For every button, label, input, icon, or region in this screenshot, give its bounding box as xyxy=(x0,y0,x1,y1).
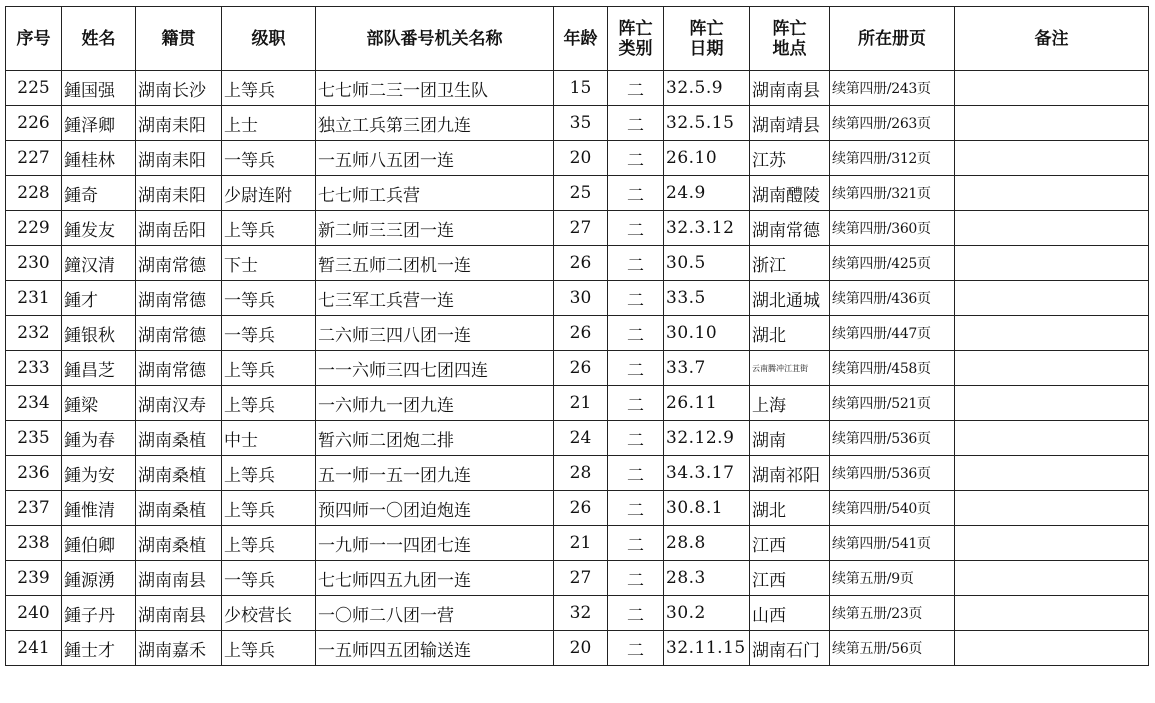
cell-place: 湖北 xyxy=(750,491,830,526)
cell-register-page: 续第四册/263页 xyxy=(830,106,955,141)
table-row xyxy=(6,211,1149,246)
cell-place: 湖北 xyxy=(750,316,830,351)
cell-remarks xyxy=(955,526,1149,561)
cell-place: 湖南 xyxy=(750,421,830,456)
cell-place: 湖南靖县 xyxy=(750,106,830,141)
cell-date: 33.5 xyxy=(664,281,750,316)
cell-name: 鍾为春 xyxy=(62,421,136,456)
cell-age: 21 xyxy=(554,526,608,561)
cell-place: 湖南南县 xyxy=(750,71,830,106)
cell-date: 32.5.9 xyxy=(664,71,750,106)
cell-rank: 一等兵 xyxy=(222,316,316,351)
cell-age: 26 xyxy=(554,246,608,281)
cell-category: 二 xyxy=(608,316,664,351)
cell-unit: 一一六师三四七团四连 xyxy=(316,351,554,386)
cell-name: 鍾国强 xyxy=(62,71,136,106)
cell-unit: 预四师一〇团迫炮连 xyxy=(316,491,554,526)
cell-category: 二 xyxy=(608,351,664,386)
cell-rank: 上等兵 xyxy=(222,386,316,421)
cell-date: 32.11.15 xyxy=(664,631,750,666)
cell-date: 24.9 xyxy=(664,176,750,211)
cell-rank: 上士 xyxy=(222,106,316,141)
cell-unit: 二六师三四八团一连 xyxy=(316,316,554,351)
cell-remarks xyxy=(955,596,1149,631)
cell-index: 234 xyxy=(6,386,62,421)
cell-unit: 新二师三三团一连 xyxy=(316,211,554,246)
cell-age: 32 xyxy=(554,596,608,631)
cell-hometown: 湖南桑植 xyxy=(136,421,222,456)
cell-category: 二 xyxy=(608,211,664,246)
cell-place: 云南腾冲江苴街 xyxy=(750,351,830,386)
cell-place: 江西 xyxy=(750,526,830,561)
table-row xyxy=(6,141,1149,176)
cell-date: 32.5.15 xyxy=(664,106,750,141)
cell-index: 232 xyxy=(6,316,62,351)
table-row xyxy=(6,351,1149,386)
table-body xyxy=(6,71,1149,666)
cell-rank: 中士 xyxy=(222,421,316,456)
casualty-roster-table xyxy=(5,6,1149,666)
cell-unit: 七三军工兵营一连 xyxy=(316,281,554,316)
cell-index: 239 xyxy=(6,561,62,596)
cell-index: 238 xyxy=(6,526,62,561)
cell-index: 241 xyxy=(6,631,62,666)
table-row xyxy=(6,386,1149,421)
cell-date: 30.2 xyxy=(664,596,750,631)
cell-index: 233 xyxy=(6,351,62,386)
cell-age: 26 xyxy=(554,316,608,351)
column-header-index: 序号 xyxy=(6,7,62,71)
column-header-date: 阵亡 日期 xyxy=(664,7,750,71)
cell-rank: 一等兵 xyxy=(222,281,316,316)
cell-place: 浙江 xyxy=(750,246,830,281)
cell-remarks xyxy=(955,246,1149,281)
cell-unit: 一九师一一四团七连 xyxy=(316,526,554,561)
cell-category: 二 xyxy=(608,491,664,526)
cell-rank: 一等兵 xyxy=(222,141,316,176)
cell-unit: 七七师四五九团一连 xyxy=(316,561,554,596)
cell-name: 鍾发友 xyxy=(62,211,136,246)
cell-rank: 上等兵 xyxy=(222,526,316,561)
column-header-age: 年龄 xyxy=(554,7,608,71)
cell-register-page: 续第四册/321页 xyxy=(830,176,955,211)
cell-index: 225 xyxy=(6,71,62,106)
cell-hometown: 湖南耒阳 xyxy=(136,176,222,211)
cell-register-page: 续第四册/541页 xyxy=(830,526,955,561)
column-header-name: 姓名 xyxy=(62,7,136,71)
table-header xyxy=(6,7,1149,71)
cell-register-page: 续第四册/540页 xyxy=(830,491,955,526)
cell-unit: 一五师四五团输送连 xyxy=(316,631,554,666)
cell-category: 二 xyxy=(608,176,664,211)
cell-date: 26.10 xyxy=(664,141,750,176)
cell-date: 26.11 xyxy=(664,386,750,421)
cell-remarks xyxy=(955,71,1149,106)
cell-category: 二 xyxy=(608,106,664,141)
column-header-register-page: 所在册页 xyxy=(830,7,955,71)
cell-place: 山西 xyxy=(750,596,830,631)
column-header-place: 阵亡 地点 xyxy=(750,7,830,71)
cell-date: 30.8.1 xyxy=(664,491,750,526)
cell-register-page: 续第四册/425页 xyxy=(830,246,955,281)
cell-name: 鍾为安 xyxy=(62,456,136,491)
table-row xyxy=(6,71,1149,106)
cell-rank: 上等兵 xyxy=(222,491,316,526)
cell-name: 鍾梁 xyxy=(62,386,136,421)
cell-name: 鍾昌芝 xyxy=(62,351,136,386)
cell-register-page: 续第四册/243页 xyxy=(830,71,955,106)
cell-date: 32.3.12 xyxy=(664,211,750,246)
cell-index: 240 xyxy=(6,596,62,631)
column-header-remarks: 备注 xyxy=(955,7,1149,71)
cell-place: 湖南醴陵 xyxy=(750,176,830,211)
cell-remarks xyxy=(955,316,1149,351)
cell-date: 28.3 xyxy=(664,561,750,596)
cell-remarks xyxy=(955,456,1149,491)
cell-register-page: 续第四册/436页 xyxy=(830,281,955,316)
cell-age: 27 xyxy=(554,561,608,596)
cell-name: 鍾源湧 xyxy=(62,561,136,596)
cell-name: 鍾惟清 xyxy=(62,491,136,526)
cell-rank: 一等兵 xyxy=(222,561,316,596)
cell-category: 二 xyxy=(608,246,664,281)
cell-register-page: 续第四册/536页 xyxy=(830,421,955,456)
cell-register-page: 续第五册/9页 xyxy=(830,561,955,596)
cell-age: 21 xyxy=(554,386,608,421)
cell-category: 二 xyxy=(608,526,664,561)
table-row xyxy=(6,596,1149,631)
cell-index: 231 xyxy=(6,281,62,316)
cell-category: 二 xyxy=(608,281,664,316)
cell-rank: 上等兵 xyxy=(222,71,316,106)
table-row xyxy=(6,631,1149,666)
cell-unit: 五一师一五一团九连 xyxy=(316,456,554,491)
cell-rank: 上等兵 xyxy=(222,211,316,246)
table-row xyxy=(6,491,1149,526)
cell-unit: 一五师八五团一连 xyxy=(316,141,554,176)
cell-place: 湖南祁阳 xyxy=(750,456,830,491)
cell-unit: 一六师九一团九连 xyxy=(316,386,554,421)
cell-register-page: 续第四册/458页 xyxy=(830,351,955,386)
cell-name: 鍾才 xyxy=(62,281,136,316)
cell-remarks xyxy=(955,386,1149,421)
cell-age: 26 xyxy=(554,351,608,386)
cell-place: 上海 xyxy=(750,386,830,421)
cell-category: 二 xyxy=(608,631,664,666)
cell-hometown: 湖南长沙 xyxy=(136,71,222,106)
cell-date: 28.8 xyxy=(664,526,750,561)
cell-category: 二 xyxy=(608,386,664,421)
cell-index: 229 xyxy=(6,211,62,246)
table-row xyxy=(6,421,1149,456)
cell-place: 湖北通城 xyxy=(750,281,830,316)
column-header-rank: 级职 xyxy=(222,7,316,71)
cell-hometown: 湖南桑植 xyxy=(136,456,222,491)
table-row xyxy=(6,106,1149,141)
cell-index: 236 xyxy=(6,456,62,491)
cell-age: 26 xyxy=(554,491,608,526)
cell-category: 二 xyxy=(608,561,664,596)
cell-category: 二 xyxy=(608,421,664,456)
cell-name: 鍾桂林 xyxy=(62,141,136,176)
cell-rank: 上等兵 xyxy=(222,631,316,666)
header-row xyxy=(6,7,1149,71)
table-row xyxy=(6,526,1149,561)
column-header-hometown: 籍贯 xyxy=(136,7,222,71)
cell-name: 鐘汉清 xyxy=(62,246,136,281)
cell-register-page: 续第四册/521页 xyxy=(830,386,955,421)
cell-remarks xyxy=(955,211,1149,246)
cell-remarks xyxy=(955,631,1149,666)
cell-rank: 少尉连附 xyxy=(222,176,316,211)
cell-index: 228 xyxy=(6,176,62,211)
cell-register-page: 续第四册/536页 xyxy=(830,456,955,491)
table-row xyxy=(6,456,1149,491)
column-header-category: 阵亡 类别 xyxy=(608,7,664,71)
cell-date: 32.12.9 xyxy=(664,421,750,456)
cell-hometown: 湖南汉寿 xyxy=(136,386,222,421)
cell-remarks xyxy=(955,561,1149,596)
cell-age: 28 xyxy=(554,456,608,491)
cell-place: 湖南常德 xyxy=(750,211,830,246)
cell-hometown: 湖南嘉禾 xyxy=(136,631,222,666)
cell-date: 30.10 xyxy=(664,316,750,351)
cell-remarks xyxy=(955,106,1149,141)
cell-hometown: 湖南常德 xyxy=(136,281,222,316)
cell-register-page: 续第四册/312页 xyxy=(830,141,955,176)
cell-date: 33.7 xyxy=(664,351,750,386)
cell-age: 20 xyxy=(554,141,608,176)
cell-rank: 上等兵 xyxy=(222,351,316,386)
cell-register-page: 续第五册/23页 xyxy=(830,596,955,631)
cell-unit: 暂六师二团炮二排 xyxy=(316,421,554,456)
table-row xyxy=(6,176,1149,211)
cell-age: 20 xyxy=(554,631,608,666)
cell-remarks xyxy=(955,421,1149,456)
table-row xyxy=(6,561,1149,596)
cell-remarks xyxy=(955,176,1149,211)
cell-age: 15 xyxy=(554,71,608,106)
cell-place: 江西 xyxy=(750,561,830,596)
cell-rank: 少校营长 xyxy=(222,596,316,631)
cell-register-page: 续第五册/56页 xyxy=(830,631,955,666)
cell-place: 湖南石门 xyxy=(750,631,830,666)
table-row xyxy=(6,246,1149,281)
cell-rank: 上等兵 xyxy=(222,456,316,491)
cell-hometown: 湖南桑植 xyxy=(136,526,222,561)
cell-age: 35 xyxy=(554,106,608,141)
cell-name: 鍾子丹 xyxy=(62,596,136,631)
cell-date: 30.5 xyxy=(664,246,750,281)
cell-category: 二 xyxy=(608,141,664,176)
cell-hometown: 湖南耒阳 xyxy=(136,106,222,141)
cell-age: 25 xyxy=(554,176,608,211)
table-row xyxy=(6,281,1149,316)
cell-remarks xyxy=(955,351,1149,386)
column-header-unit: 部队番号机关名称 xyxy=(316,7,554,71)
cell-unit: 暂三五师二团机一连 xyxy=(316,246,554,281)
cell-rank: 下士 xyxy=(222,246,316,281)
cell-hometown: 湖南南县 xyxy=(136,561,222,596)
cell-remarks xyxy=(955,491,1149,526)
cell-register-page: 续第四册/360页 xyxy=(830,211,955,246)
cell-register-page: 续第四册/447页 xyxy=(830,316,955,351)
cell-remarks xyxy=(955,141,1149,176)
cell-unit: 七七师工兵营 xyxy=(316,176,554,211)
cell-hometown: 湖南常德 xyxy=(136,316,222,351)
cell-age: 27 xyxy=(554,211,608,246)
cell-name: 鍾银秋 xyxy=(62,316,136,351)
cell-index: 230 xyxy=(6,246,62,281)
cell-hometown: 湖南桑植 xyxy=(136,491,222,526)
table-row xyxy=(6,316,1149,351)
cell-index: 235 xyxy=(6,421,62,456)
cell-place: 江苏 xyxy=(750,141,830,176)
cell-category: 二 xyxy=(608,456,664,491)
cell-name: 鍾泽卿 xyxy=(62,106,136,141)
cell-age: 24 xyxy=(554,421,608,456)
cell-remarks xyxy=(955,281,1149,316)
cell-unit: 一〇师二八团一营 xyxy=(316,596,554,631)
cell-age: 30 xyxy=(554,281,608,316)
cell-category: 二 xyxy=(608,596,664,631)
cell-name: 鍾士才 xyxy=(62,631,136,666)
cell-hometown: 湖南耒阳 xyxy=(136,141,222,176)
cell-index: 226 xyxy=(6,106,62,141)
cell-category: 二 xyxy=(608,71,664,106)
cell-hometown: 湖南南县 xyxy=(136,596,222,631)
cell-index: 237 xyxy=(6,491,62,526)
cell-unit: 独立工兵第三团九连 xyxy=(316,106,554,141)
cell-unit: 七七师二三一团卫生队 xyxy=(316,71,554,106)
cell-hometown: 湖南常德 xyxy=(136,351,222,386)
cell-hometown: 湖南岳阳 xyxy=(136,211,222,246)
cell-name: 鍾伯卿 xyxy=(62,526,136,561)
cell-index: 227 xyxy=(6,141,62,176)
cell-name: 鍾奇 xyxy=(62,176,136,211)
cell-hometown: 湖南常德 xyxy=(136,246,222,281)
cell-date: 34.3.17 xyxy=(664,456,750,491)
